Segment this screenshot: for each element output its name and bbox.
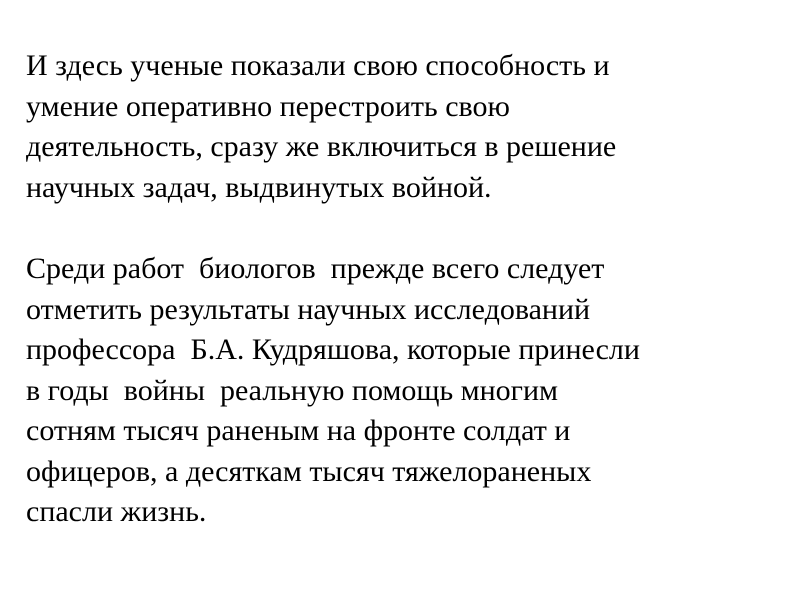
paragraph-2-line-4: в годы войны реальную помощь многим [26, 373, 559, 407]
paragraph-1 [26, 46, 786, 208]
slide-text-block [26, 46, 786, 533]
paragraph-2-line-6: офицеров, а десяткам тысяч тяжелораненых [26, 454, 592, 488]
paragraph-2-line-5: сотням тысяч раненым на фронте солдат и [26, 414, 571, 447]
paragraph-1-line-2: умение оперативно перестроить свою [26, 89, 510, 123]
paragraph-2-line-7: спасли жизнь. [26, 495, 207, 528]
paragraph-2-line-1: Среди работ биологов прежде всего следует [26, 252, 605, 285]
paragraph-1-line-3: деятельность, сразу же включиться в решение [26, 130, 617, 163]
paragraph-2-line-2: отметить результаты научных исследований [26, 292, 591, 326]
paragraph-1-line-1: И здесь ученые показали свою способность и [26, 49, 610, 82]
paragraph-spacer [26, 208, 786, 249]
paragraph-2-line-3: профессора Б.А. Кудряшова, которые принесли [26, 333, 640, 366]
paragraph-1-line-4: научных задач, выдвинутых войной. [26, 170, 492, 204]
paragraph-2 [26, 249, 786, 533]
